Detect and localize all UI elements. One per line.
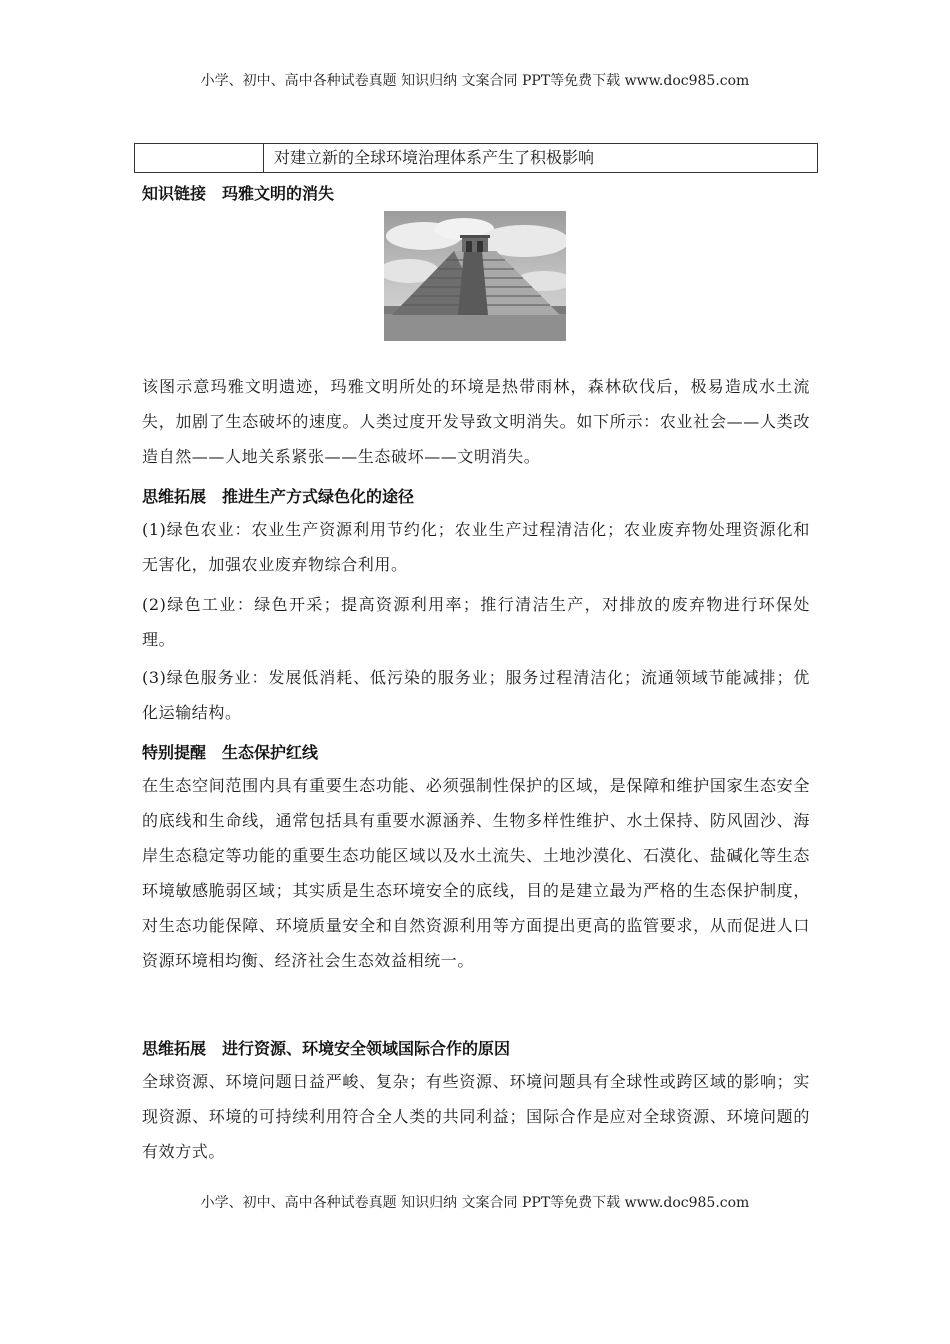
paragraph-maya: 该图示意玛雅文明遗迹，玛雅文明所处的环境是热带雨林，森林砍伐后，极易造成水土流失，加剧了生态破坏的速度。人类过度开发导致文明消失。如下所示：农业社会——人类改造自然——人地关系紧张——生态破坏——文明消失。 (142, 377, 810, 466)
table-row (134, 143, 818, 173)
section-title-maya: 知识链接 玛雅文明的消失 (142, 184, 335, 203)
page-header: 小学、初中、高中各种试卷真题 知识归纳 文案合同 PPT等免费下载 www.doc985.com (200, 73, 750, 89)
paragraph-green-agriculture: (1)绿色农业：农业生产资源利用节约化；农业生产过程清洁化；农业废弃物处理资源化和无害化，加强农业废弃物综合利用。 (142, 520, 810, 574)
section-title-ecological-redline: 特别提醒 生态保护红线 (142, 743, 319, 762)
table-cell-empty (135, 144, 264, 172)
paragraph-international-cooperation: 全球资源、环境问题日益严峻、复杂；有些资源、环境问题具有全球性或跨区域的影响；实现资源、环境的可持续利用符合全人类的共同利益；国际合作是应对全球资源、环境问题的有效方式。 (142, 1072, 810, 1161)
paragraph-ecological-redline: 在生态空间范围内具有重要生态功能、必须强制性保护的区域，是保障和维护国家生态安全的底线和生命线，通常包括具有重要水源涵养、生物多样性维护、水土保持、防风固沙、海岸生态稳定等功能的重要生态功能区域以及水土流失、土地沙漠化、石漠化、盐碱化等生态环境敏感脆弱区域；其实质是生态环境安全的底线，目的是建立最为严格的生态保护制度，对生态功能保障、环境质量安全和自然资源利用等方面提出更高的监管要求，从而促进人口资源环境相均衡、经济社会生态效益相统一。 (142, 776, 810, 970)
page-footer: 小学、初中、高中各种试卷真题 知识归纳 文案合同 PPT等免费下载 www.doc985.com (200, 1195, 750, 1211)
section-title-international-cooperation: 思维拓展 进行资源、环境安全领域国际合作的原因 (142, 1039, 511, 1058)
paragraph-green-industry: (2)绿色工业：绿色开采；提高资源利用率；推行清洁生产，对排放的废弃物进行环保处理。 (142, 595, 810, 649)
section-title-green-production: 思维拓展 推进生产方式绿色化的途径 (142, 487, 415, 506)
maya-pyramid-photo (384, 211, 566, 341)
table-cell-text: 对建立新的全球环境治理体系产生了积极影响 (274, 148, 595, 167)
paragraph-green-service: (3)绿色服务业：发展低消耗、低污染的服务业；服务过程清洁化；流通领域节能减排；优化运输结构。 (142, 668, 810, 722)
